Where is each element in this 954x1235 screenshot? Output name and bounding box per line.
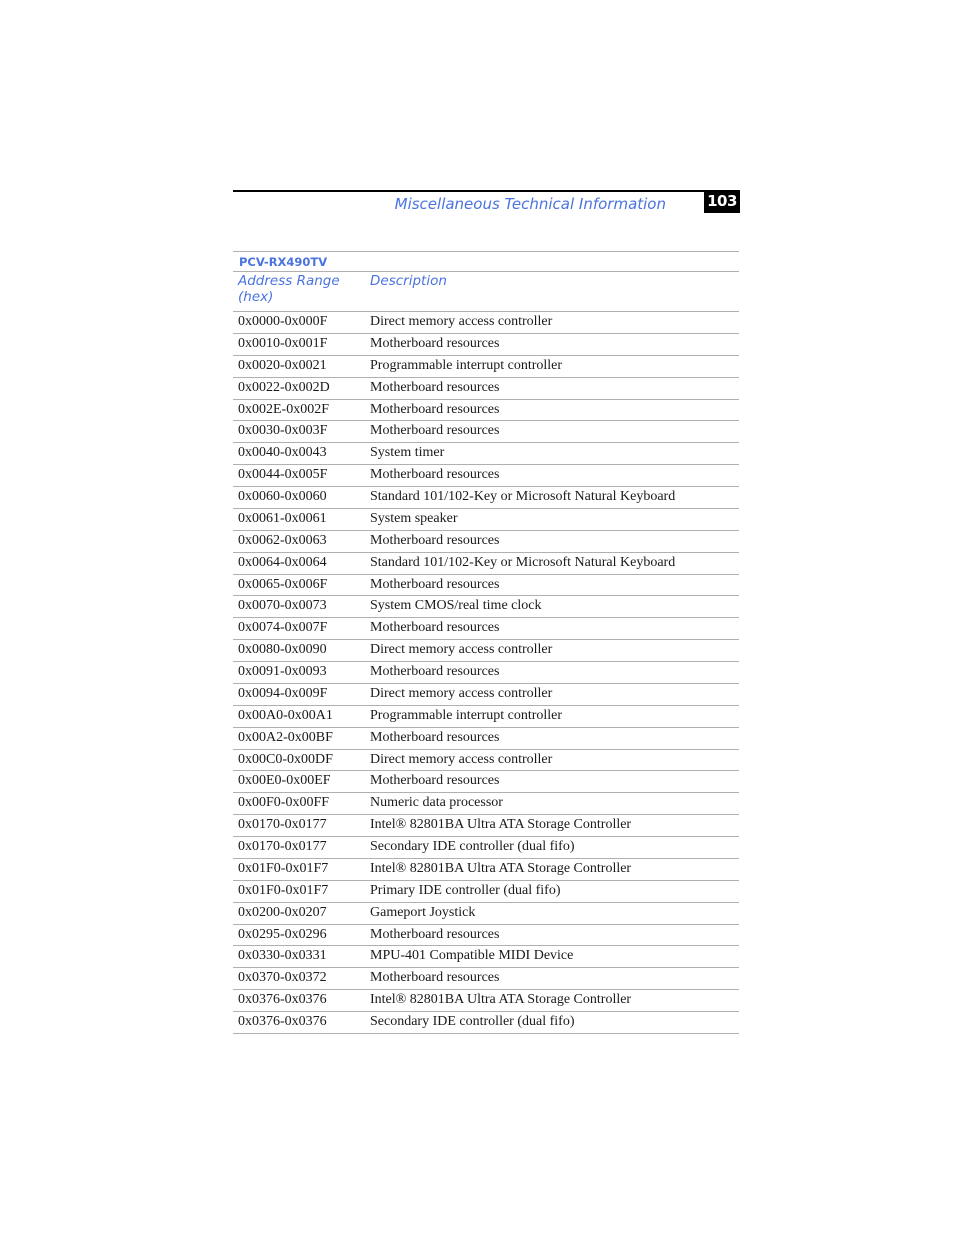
address-range-cell: 0x01F0-0x01F7 [238,860,329,876]
description-cell: Primary IDE controller (dual fifo) [370,882,561,898]
description-cell: Motherboard resources [370,664,500,679]
address-range-cell: 0x0022-0x002D [238,379,330,395]
address-table [233,251,739,1034]
model-label: PCV-RX490TV [233,251,739,272]
address-range-cell: 0x0040-0x0043 [238,445,327,461]
description-cell: Motherboard resources [370,532,500,548]
table-row [233,334,739,356]
address-range-cell: 0x0170-0x0177 [238,839,327,854]
description-cell: Motherboard resources [370,401,500,417]
table-row [233,443,739,465]
description-cell: System speaker [370,510,458,526]
table-row [233,662,739,684]
address-range-cell: 0x00E0-0x00EF [238,773,331,789]
description-cell: Standard 101/102-Key or Microsoft Natural Keyboard [370,554,676,570]
address-range-cell: 0x0065-0x006F [238,576,328,592]
table-row [233,684,739,706]
description-cell: Intel® 82801BA Ultra ATA Storage Controller [370,860,632,876]
description-cell: Standard 101/102-Key or Microsoft Natural Keyboard [370,489,676,504]
address-range-cell: 0x0170-0x0177 [238,817,327,833]
table-row [233,815,739,837]
section-title: Miscellaneous Technical Information [394,195,666,213]
table-row [233,750,739,772]
table-row [233,903,739,925]
table-row [233,400,739,422]
table-row [233,640,739,662]
address-range-cell: 0x0010-0x001F [238,335,328,351]
table-row [233,596,739,618]
table-row [233,575,739,597]
description-cell: Motherboard resources [370,379,500,395]
description-cell: Intel® 82801BA Ultra ATA Storage Controller [370,992,632,1008]
address-range-cell: 0x0061-0x0061 [238,510,327,526]
description-cell: Numeric data processor [370,795,503,811]
address-range-cell: 0x01F0-0x01F7 [238,882,329,898]
description-cell: Secondary IDE controller (dual fifo) [370,839,575,854]
table-row [233,378,739,400]
address-range-cell: 0x0074-0x007F [238,620,328,636]
address-range-cell: 0x0064-0x0064 [238,554,327,570]
table-row [233,990,739,1012]
description-cell: Motherboard resources [370,926,500,942]
column-header-description: Description [370,273,447,289]
table-row [233,509,739,531]
table-row [233,421,739,443]
address-range-cell: 0x0062-0x0063 [238,532,327,548]
description-cell: Secondary IDE controller (dual fifo) [370,1014,575,1029]
table-row [233,356,739,378]
description-cell: Direct memory access controller [370,314,553,329]
table-row [233,728,739,750]
address-range-cell: 0x0330-0x0331 [238,948,327,964]
description-cell: Direct memory access controller [370,642,553,658]
table-body [233,312,739,1034]
address-range-cell: 0x00F0-0x00FF [238,795,330,811]
address-range-cell: 0x0200-0x0207 [238,904,327,920]
description-cell: Direct memory access controller [370,685,553,701]
description-cell: System timer [370,445,445,461]
description-cell: Motherboard resources [370,729,500,745]
table-row [233,793,739,815]
address-range-cell: 0x0080-0x0090 [238,642,327,658]
address-range-cell: 0x00C0-0x00DF [238,751,333,767]
description-cell: Motherboard resources [370,467,500,483]
address-range-cell: 0x0370-0x0372 [238,970,327,986]
header-rule [233,190,739,192]
address-range-cell: 0x0376-0x0376 [238,1014,327,1029]
column-header-address: Address Range (hex) [238,273,340,305]
table-row [233,465,739,487]
description-cell: Gameport Joystick [370,904,476,920]
address-range-cell: 0x0376-0x0376 [238,992,327,1008]
table-row [233,618,739,640]
address-range-cell: 0x0094-0x009F [238,685,328,701]
table-row [233,771,739,793]
address-range-cell: 0x0060-0x0060 [238,489,327,504]
address-range-cell: 0x00A0-0x00A1 [238,707,333,723]
table-row [233,531,739,553]
description-cell: Motherboard resources [370,620,500,636]
page-number: 103 [704,190,740,213]
description-cell: Motherboard resources [370,970,500,986]
description-cell: Motherboard resources [370,335,500,351]
description-cell: Programmable interrupt controller [370,707,563,723]
address-range-cell: 0x0020-0x0021 [238,357,327,373]
description-cell: System CMOS/real time clock [370,598,542,614]
table-row [233,1012,739,1034]
description-cell: Direct memory access controller [370,751,553,767]
table-row [233,859,739,881]
table-row [233,968,739,990]
address-range-cell: 0x00A2-0x00BF [238,729,333,745]
address-range-cell: 0x0070-0x0073 [238,598,327,614]
description-cell: Motherboard resources [370,576,500,592]
address-range-cell: 0x0030-0x003F [238,423,328,439]
table-row [233,487,739,509]
table-row [233,553,739,575]
table-row [233,837,739,859]
address-range-cell: 0x0000-0x000F [238,314,328,329]
table-row [233,925,739,947]
table-row [233,881,739,903]
table-row [233,706,739,728]
description-cell: Motherboard resources [370,773,500,789]
address-range-cell: 0x0091-0x0093 [238,664,327,679]
address-range-cell: 0x0044-0x005F [238,467,328,483]
table-row [233,946,739,968]
table-row [233,312,739,334]
address-range-cell: 0x0295-0x0296 [238,926,327,942]
address-range-cell: 0x002E-0x002F [238,401,329,417]
description-cell: MPU-401 Compatible MIDI Device [370,948,574,964]
description-cell: Programmable interrupt controller [370,357,563,373]
description-cell: Motherboard resources [370,423,500,439]
description-cell: Intel® 82801BA Ultra ATA Storage Controller [370,817,632,833]
table-header [233,272,739,312]
